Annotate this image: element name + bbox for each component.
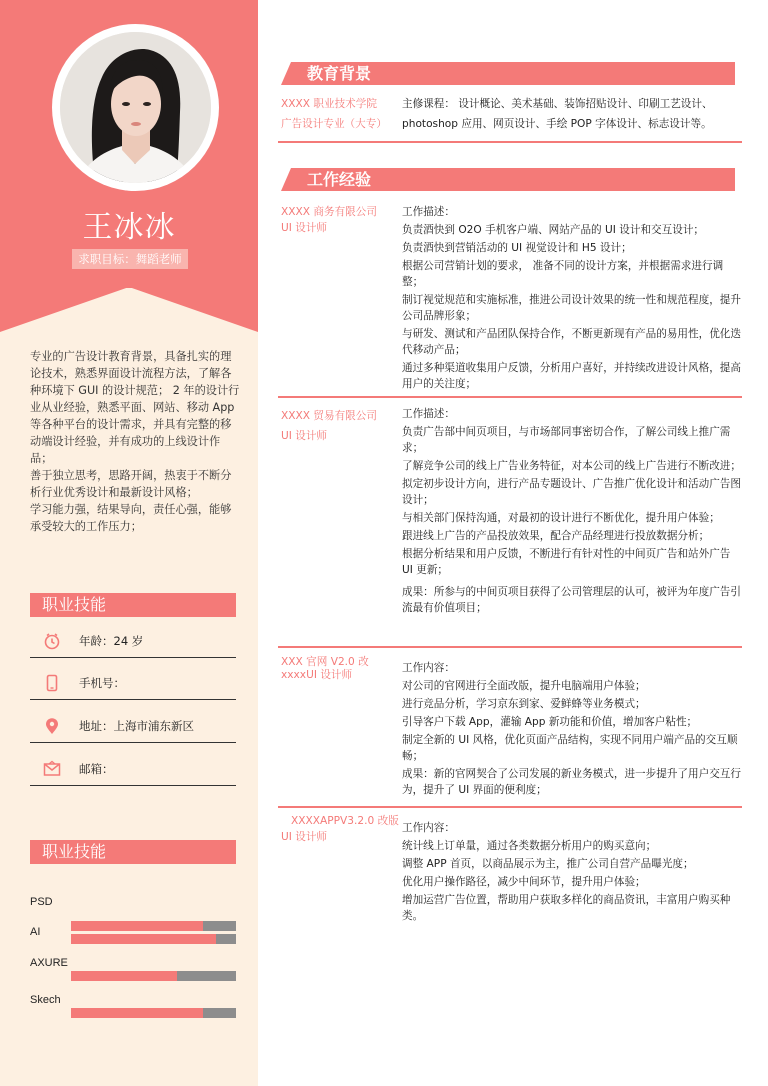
contact-row-phone [30,670,236,700]
description-line: 负责广告部中间页项目，与市场部同事密切合作，了解公司线上推广需求； [402,426,731,454]
description-line: 成果：所参与的中间页项目获得了公司管理层的认可，被评为年度广告引流最有价值项目； [402,586,741,614]
skill-name: Skech [30,994,61,1006]
main-content [278,0,748,1086]
company-name: XXXX 商务有限公司 [281,206,377,218]
location-pin-icon [43,717,61,735]
section-divider [278,396,742,398]
company-name: XXXX 贸易有限公司 [281,410,377,422]
description-line: 制订视觉规范和实施标准，推进公司设计效果的统一性和规范程度，提升公司品牌形象； [402,294,741,322]
section-divider [278,141,742,143]
description-line: 统计线上订单量，通过各类数据分析用户的购买意向； [402,840,657,852]
header-chevron [0,287,258,332]
summary-paragraph: 学习能力强，结果导向，责任心强，能够承受较大的工作压力； [30,503,232,533]
description-line: 进行竞品分析，学习京东到家、爱鲜蜂等业务模式； [402,698,646,710]
skill-name: AXURE [30,957,68,969]
experience-heading-label: 工作经验 [307,170,372,189]
experience-company [281,204,396,236]
skills-heading-label: 职业技能 [42,842,107,861]
portrait-image [60,32,211,183]
skill-name: AI [30,926,41,938]
description-line: 负责酒快到 O2O 手机客户端、网站产品的 UI 设计和交互设计； [402,224,705,236]
phone-icon [43,674,61,692]
job-objective: 求职目标：舞蹈老师 [72,249,188,269]
description-line: 引导客户下载 App，灌输 App 新功能和价值，增加客户粘性； [402,716,698,728]
description-line: 增加运营广告位置，帮助用户获取多样化的商品资讯，丰富用户购买种类。 [402,894,731,922]
skill-bar-track [71,934,236,944]
description-line: 跟进线上广告的产品投放效果，配合产品经理进行投放数据分析； [402,530,710,542]
description-line: 对公司的官网进行全面改版，提升电脑端用户体验； [402,680,646,692]
description-line: 制定全新的 UI 风格，优化页面产品结构，实现不同用户端产品的交互顺畅； [402,734,738,762]
contact-heading [30,593,236,617]
course-line: photoshop 应用、网页设计、手绘 POP 字体设计、标志设计等。 [402,118,712,130]
skills-heading [30,840,236,864]
skill-bar-fill [71,934,216,944]
experience-heading [281,168,735,191]
avatar [60,32,211,183]
contact-row-email [30,756,236,786]
mail-icon [43,760,61,778]
contact-email: 邮箱： [79,762,114,776]
contact-age: 年龄：24 岁 [79,634,144,648]
description-line: 了解竞争公司的线上广告业务特征，对本公司的线上广告进行不断改进； [402,460,741,472]
clock-icon [43,632,61,650]
summary-paragraph: 善于独立思考，思路开阔，热衷于不断分析行业优秀设计和最新设计风格； [30,469,232,499]
avatar-frame [52,24,219,191]
description-line: 负责酒快到营销活动的 UI 视觉设计和 H5 设计； [402,242,632,254]
contact-row-age [30,628,236,658]
skill-bar-track [71,1008,236,1018]
section-divider [278,646,742,648]
description-line: 拟定初步设计方向，进行产品专题设计、广告推广优化设计和活动广告图设计； [402,478,741,506]
experience-company [281,656,396,682]
skill-bar-fill [71,1008,203,1018]
contact-phone: 手机号： [79,676,125,690]
course-line: 主修课程： 设计概论、美术基础、装饰招贴设计、印刷工艺设计、 [402,98,713,110]
job-title: UI 设计师 [281,831,328,843]
contact-heading-label: 职业技能 [42,595,107,614]
job-title: UI 设计师 [281,222,328,234]
description-line: 工作描述： [402,206,455,218]
contact-row-address [30,713,236,743]
description-line: 调整 APP 首页，以商品展示为主，推广公司自营产品曝光度； [402,858,694,870]
description-line: 与研发、测试和产品团队保持合作，不断更新现有产品的易用性，优化迭代移动产品； [402,328,741,356]
education-courses [402,94,742,134]
skill-bar-fill [71,971,177,981]
education-heading [281,62,735,85]
description-line: 工作内容： [402,662,455,674]
summary-paragraph: 专业的广告设计教育背景，具备扎实的理论技术，熟悉界面设计流程方法，了解各种环境下 GUI 的设计规范； 2 年的设计行业从业经验，熟悉平面、网站、移动 App 等各种平台的设计需求，并具有完整的移动端设计经验，并有成功的上线设计作品； [30,350,240,465]
experience-company [281,813,399,845]
description-line: 优化用户操作路径，减少中间环节，提升用户体验； [402,876,646,888]
job-title: xxxxUI 设计师 [281,669,353,681]
description-line: 工作描述： [402,408,455,420]
experience-description [402,820,742,926]
school-major: 广告设计专业（大专） [281,118,387,130]
education-heading-label: 教育背景 [307,64,372,83]
education-school [281,94,396,134]
skill-name: PSD [30,896,53,908]
experience-description [402,660,742,800]
skill-bar-fill [71,921,203,931]
experience-description [402,204,742,394]
contact-address: 地址：上海市浦东新区 [79,719,194,733]
description-line: 根据公司营销计划的要求， 准备不同的设计方案，并根据需求进行调整； [402,260,724,288]
sidebar [0,0,258,1086]
description-line: 成果：新的官网契合了公司发展的新业务模式，进一步提升了用户交互行为，提升了 UI 界面的便利度； [402,768,741,796]
profile-header [0,0,258,288]
description-line: 与相关部门保持沟通，对最初的设计进行不断优化，提升用户体验； [402,512,720,524]
description-line: 根据分析结果和用户反馈，不断进行有针对性的中间页广告和站外广告 UI 更新； [402,548,731,576]
company-name: XXXXAPPV3.2.0 改版 [291,815,399,827]
profile-summary [30,348,242,535]
candidate-name: 王冰冰 [82,210,176,245]
experience-company [281,406,396,446]
description-line: 工作内容： [402,822,455,834]
school-name: XXXX 职业技术学院 [281,98,377,110]
job-title: UI 设计师 [281,430,328,442]
experience-description [402,406,742,618]
skill-bar-track [71,971,236,981]
description-line: 通过多种渠道收集用户反馈，分析用户喜好，并持续改进设计风格，提高用户的关注度； [402,362,741,390]
section-divider [278,806,742,808]
company-name: XXX 官网 V2.0 改 [281,656,369,668]
skill-bar-track [71,921,236,931]
